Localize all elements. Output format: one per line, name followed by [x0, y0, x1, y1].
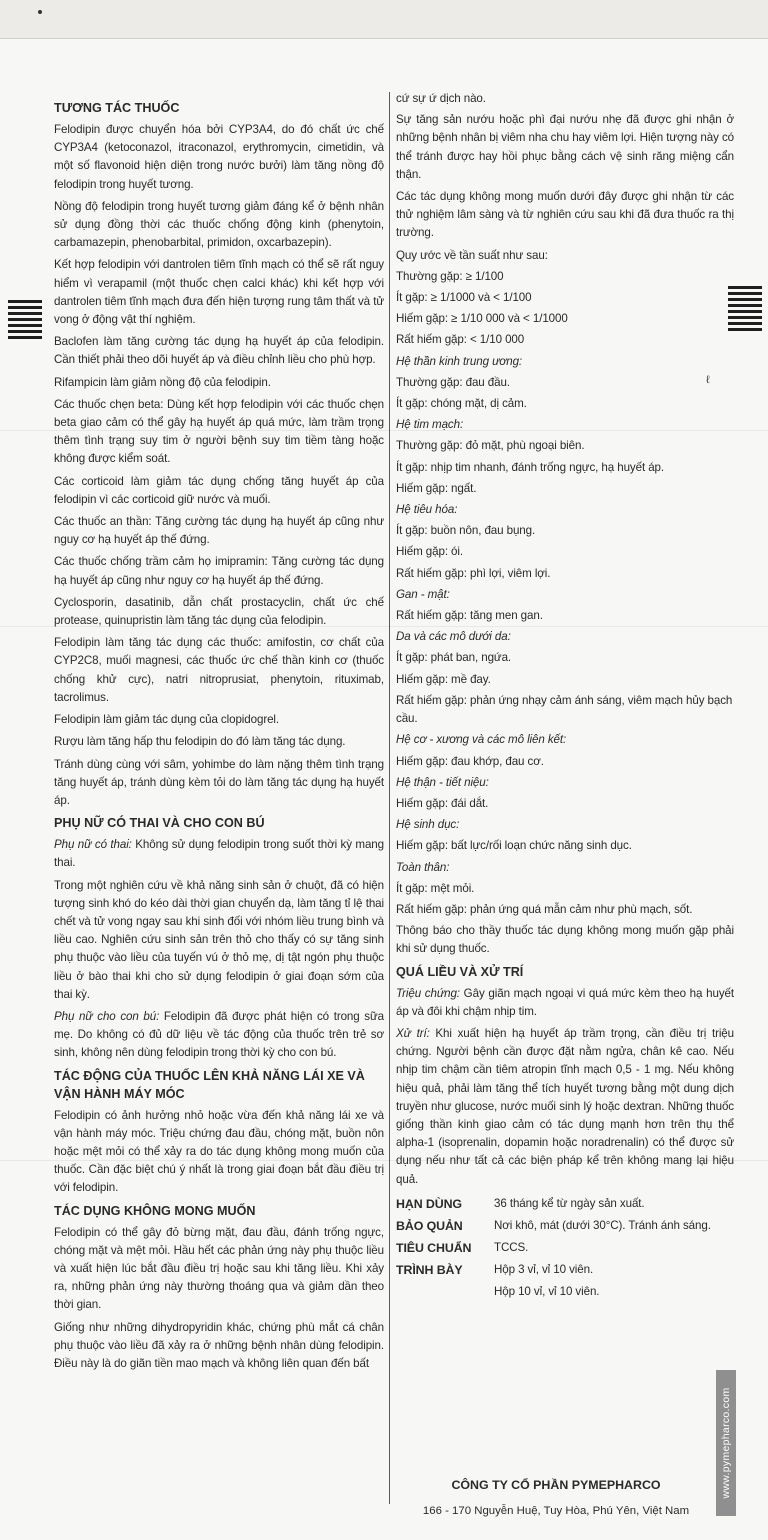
interaction-paragraph: Rượu làm tăng hấp thu felodipin do đó làm tăng tác dụng. [54, 735, 346, 749]
pen-mark: ℓ [706, 374, 710, 386]
info-row-packaging-2 [396, 1281, 711, 1303]
pregnancy-label: Phụ nữ có thai: [54, 838, 132, 852]
group-item: Thường gặp: đỏ mặt, phù ngoại biên. [396, 439, 585, 453]
symptoms-label: Triệu chứng: [396, 986, 460, 1000]
interaction-paragraph: Nồng độ felodipin trong huyết tương giảm đáng kể ở bệnh nhân sử dụng đồng thời các thuốc chống động kinh (phenytoin, carbamazepin, phenobarbital, primidon, oxcarbazepin). [54, 199, 384, 250]
info-key: TRÌNH BÀY [396, 1262, 463, 1277]
report-notice: Thông báo cho thầy thuốc tác dụng không mong muốn gặp phải khi sử dụng thuốc. [396, 924, 734, 956]
symptoms-text: Gây giãn mạch ngoại vi quá mức kèm theo hạ huyết áp và đôi khi chậm nhịp tim. [396, 986, 734, 1018]
lactation-label: Phụ nữ cho con bú: [54, 1009, 160, 1023]
lactation-text: Felodipin đã được phát hiện có trong sữa mẹ. Do không có đủ dữ liệu về tác động của thuốc trên trẻ sơ sinh, không nên dùng felodipin trong thời kỳ cho con bú. [54, 1009, 384, 1060]
info-row-standard [396, 1237, 711, 1259]
interaction-paragraph: Kết hợp felodipin với dantrolen tiêm tĩnh mạch có thể sẽ rất nguy hiểm vì verapamil (một thuốc chẹn calci khác) khi kết hợp với dantrolen tiêm tĩnh mạch đưa đến hiện tượng rung tâm thất và tử vong ở động vật thí nghiệm. [54, 258, 384, 327]
group-item: Ít gặp: mệt mỏi. [396, 881, 475, 895]
info-row-storage [396, 1215, 711, 1237]
frequency-item: Hiếm gặp: ≥ 1/10 000 và < 1/1000 [396, 312, 568, 326]
overdose-heading: QUÁ LIỀU VÀ XỬ TRÍ [396, 964, 524, 979]
continuation-text: cứ sự ứ dịch nào. [396, 92, 486, 105]
group-item: Thường gặp: đau đầu. [396, 375, 510, 389]
interaction-paragraph: Các thuốc chẹn beta: Dùng kết hợp felodipin với các thuốc chẹn beta giao cảm có thể gây hạ huyết áp quá mức, làm trầm trọng thêm tình trạng suy tim ở người bệnh suy tim tiềm tàng hoặc không được kiểm soát. [54, 397, 384, 466]
info-row-packaging [396, 1259, 711, 1281]
group-item: Rất hiếm gặp: phản ứng quá mẫn cảm như phù mạch, sốt. [396, 902, 693, 916]
group-item: Rất hiếm gặp: phản ứng nhạy cảm ánh sáng, viêm mạch hủy bạch cầu. [396, 693, 733, 726]
group-item: Hiếm gặp: bất lực/rối loạn chức năng sinh dục. [396, 839, 632, 853]
group-item: Ít gặp: nhịp tim nhanh, đánh trống ngực, hạ huyết áp. [396, 460, 665, 474]
ink-dot [38, 10, 42, 14]
symptoms-paragraph [396, 985, 734, 1021]
driving-heading: TÁC ĐỘNG CỦA THUỐC LÊN KHẢ NĂNG LÁI XE VÀ VẬN HÀNH MÁY MÓC [54, 1068, 365, 1101]
treatment-paragraph [396, 1025, 734, 1189]
adverse-paragraph: Giống như những dihydropyridin khác, chứng phù mắt cá chân phụ thuộc vào liều đã xảy ra ở những bệnh nhân dùng felodipin. Điều này là do giãn tiền mao mạch và không liên quan đến bất [54, 1320, 384, 1370]
group-title: Gan - mật: [396, 587, 450, 601]
group-title: Hệ thận - tiết niệu: [396, 775, 489, 789]
treatment-text: Khi xuất hiện hạ huyết áp trầm trọng, cần điều trị triệu chứng. Người bệnh cần được đặt nằm ngửa, chân kê cao. Nếu nhịp tim chậm cần tiêm atropin tĩnh mạch 0,5 - 1 mg. Nếu không hiệu quả, phải làm tăng thể tích huyết tương bằng một dung dịch truyền như glucose, nước muối sinh lý hoặc dextran. Những thuốc giống thần kinh giao cảm có tác dụng mạnh hơn trên thụ thể alpha-1 (isoprenalin, dopamin hoặc noradrenalin) có thể được sử dụng nếu như tất cả các biện pháp kể trên không mang lại hiệu quả. [396, 1026, 734, 1186]
top-strip [0, 0, 768, 40]
interaction-paragraph: Cyclosporin, dasatinib, dẫn chất prostacyclin, chất ức chế protease, quinupristin làm tăng tác dụng của felodipin. [54, 595, 384, 628]
column-divider [389, 92, 390, 1504]
product-info-table [396, 1193, 711, 1303]
group-title: Da và các mô dưới da: [396, 630, 511, 644]
interaction-paragraph: Các thuốc chống trầm cảm họ imipramin: Tăng cường tác dụng hạ huyết áp cũng như nguy cơ hạ huyết áp thế đứng. [54, 555, 384, 587]
company-name: CÔNG TY CỔ PHẦN PYMEPHARCO [451, 1478, 661, 1492]
info-value: Nơi khô, mát (dưới 30°C). Tránh ánh sáng. [494, 1218, 711, 1232]
adverse-heading: TÁC DỤNG KHÔNG MONG MUỐN [54, 1203, 256, 1218]
lactation-paragraph [54, 1008, 384, 1063]
interaction-paragraph: Felodipin làm giảm tác dụng của clopidogrel. [54, 713, 280, 727]
group-title: Hệ sinh dục: [396, 818, 460, 832]
driving-paragraph: Felodipin có ảnh hưởng nhỏ hoặc vừa đến khả năng lái xe và vận hành máy móc. Triệu chứng đau đầu, chóng mặt, buồn nôn hoặc mệt mỏi có thể xảy ra do tác dụng không mong muốn của thuốc. Cần đặc biệt chú ý nhất là trong giai đoạn bắt đầu điều trị với felodipin. [54, 1108, 384, 1195]
info-key: TIÊU CHUẨN [396, 1240, 472, 1255]
group-item: Hiếm gặp: ói. [396, 545, 464, 559]
group-title: Hệ cơ - xương và các mô liên kết: [396, 733, 567, 747]
group-item: Hiếm gặp: ngất. [396, 481, 477, 495]
info-key [396, 1281, 494, 1303]
group-item: Ít gặp: phát ban, ngứa. [396, 651, 512, 665]
group-item: Rất hiếm gặp: tăng men gan. [396, 609, 543, 623]
gum-paragraph: Sự tăng sản nướu hoặc phì đại nướu nhẹ đã được ghi nhận ở những bệnh nhân bị viêm nha chu hay viêm lợi. Hiện tượng này có thể tránh được hay hồi phục bằng cách vệ sinh răng miệng cẩn thận. [396, 113, 734, 181]
website-sidebar [716, 1370, 736, 1516]
info-key: BẢO QUẢN [396, 1218, 463, 1233]
frequency-intro: Quy ước về tần suất như sau: [396, 248, 548, 262]
group-title: Toàn thân: [396, 860, 450, 874]
pregnancy-paragraph [54, 836, 384, 872]
frequency-item: Thường gặp: ≥ 1/100 [396, 269, 504, 283]
info-row-shelf-life [396, 1193, 711, 1215]
info-key: HẠN DÙNG [396, 1196, 462, 1211]
left-column [54, 96, 384, 1377]
info-value: Hộp 3 vỉ, vỉ 10 viên. [494, 1262, 594, 1276]
website-text: www.pymepharco.com [720, 1387, 732, 1499]
info-value: TCCS. [494, 1240, 529, 1254]
pregnancy-study: Trong một nghiên cứu về khả năng sinh sản ở chuột, đã có hiện tượng sinh khó do kéo dài thời gian chuyển dạ, làm tăng tỉ lệ thai chết và tử vong ngay sau khi sinh đối với nhóm liều trung bình và liều cao. Nghiên cứu sinh sản trên thỏ cho thấy có sự tăng sinh phụ thuộc vào liều của tuyến vú ở thỏ mẹ, dị tật ngón phụ thuộc liều ở bào thai khi cho sử dụng felodipin ở giai đoạn sớm của thai kỳ. [54, 878, 384, 1001]
post-marketing-paragraph: Các tác dụng không mong muốn dưới đây được ghi nhận từ các thử nghiệm lâm sàng và từ nghiên cứu sau khi đã đưa thuốc ra thị trường. [396, 190, 734, 240]
adverse-paragraph: Felodipin có thể gây đỏ bừng mặt, đau đầu, đánh trống ngực, chóng mặt và mệt mỏi. Hầu hết các phản ứng này phụ thuộc liều và xuất hiện lúc bắt đầu điều trị hoặc sau khi tăng liều. Khi xảy ra, những phản ứng này thường thoáng qua và giảm dần theo thời gian. [54, 1225, 384, 1312]
group-item: Ít gặp: chóng mặt, dị cảm. [396, 397, 527, 411]
interaction-paragraph: Rifampicin làm giảm nồng độ của felodipin. [54, 375, 271, 389]
interaction-paragraph: Baclofen làm tăng cường tác dụng hạ huyết áp của felodipin. Cần thiết phải theo dõi huyết áp và điều chỉnh liều cho phù hợp. [54, 335, 384, 367]
frequency-item: Rất hiếm gặp: < 1/10 000 [396, 333, 525, 347]
frequency-item: Ít gặp: ≥ 1/1000 và < 1/100 [396, 291, 532, 305]
pregnancy-heading: PHỤ NỮ CÓ THAI VÀ CHO CON BÚ [54, 816, 265, 831]
interaction-paragraph: Felodipin được chuyển hóa bởi CYP3A4, do đó chất ức chế CYP3A4 (ketoconazol, itraconazol, erythromycin, cimetidin, và một số flavonoid hiện diện trong nước bưởi) làm tăng nồng độ felodipin trong huyết tương. [54, 123, 384, 191]
interaction-paragraph: Tránh dùng cùng với sâm, yohimbe do làm nặng thêm tình trạng tăng huyết áp, tránh dùng kèm tỏi do làm tăng tác dụng hạ huyết áp. [54, 757, 384, 807]
group-title: Hệ tiêu hóa: [396, 503, 458, 517]
group-item: Hiếm gặp: đái dắt. [396, 796, 489, 810]
group-item: Hiếm gặp: mề đay. [396, 672, 491, 686]
pregnancy-text: Không sử dụng felodipin trong suốt thời kỳ mang thai. [54, 838, 384, 870]
group-title: Hệ tim mạch: [396, 418, 464, 432]
group-item: Rất hiếm gặp: phì lợi, viêm lợi. [396, 566, 551, 580]
interaction-paragraph: Felodipin làm tăng tác dụng các thuốc: amifostin, cơ chất của CYP2C8, muối magnesi, các thuốc ức chế thần kinh cơ (thuốc chống khử cực), natri nitroprusiat, phenytoin, rituximab, tacrolimus. [54, 636, 384, 704]
company-address: 166 - 170 Nguyễn Huệ, Tuy Hòa, Phú Yên, Việt Nam [422, 1505, 690, 1517]
info-value: 36 tháng kể từ ngày sản xuất. [494, 1196, 645, 1210]
barcode-marks-left [8, 300, 42, 342]
info-value: Hộp 10 vỉ, vỉ 10 viên. [494, 1284, 600, 1298]
group-item: Ít gặp: buồn nôn, đau bụng. [396, 524, 536, 538]
interaction-paragraph: Các corticoid làm giảm tác dụng chống tăng huyết áp của felodipin vì các corticoid giữ nước và muối. [54, 474, 384, 506]
group-item: Hiếm gặp: đau khớp, đau cơ. [396, 754, 544, 768]
group-title: Hệ thần kinh trung ương: [396, 354, 523, 368]
treatment-label: Xử trí: [396, 1026, 430, 1040]
interaction-paragraph: Các thuốc an thần: Tăng cường tác dụng hạ huyết áp cũng như nguy cơ hạ huyết áp thế đứng. [54, 515, 384, 547]
interactions-heading: TƯƠNG TÁC THUỐC [54, 101, 180, 115]
right-column [396, 90, 734, 1303]
